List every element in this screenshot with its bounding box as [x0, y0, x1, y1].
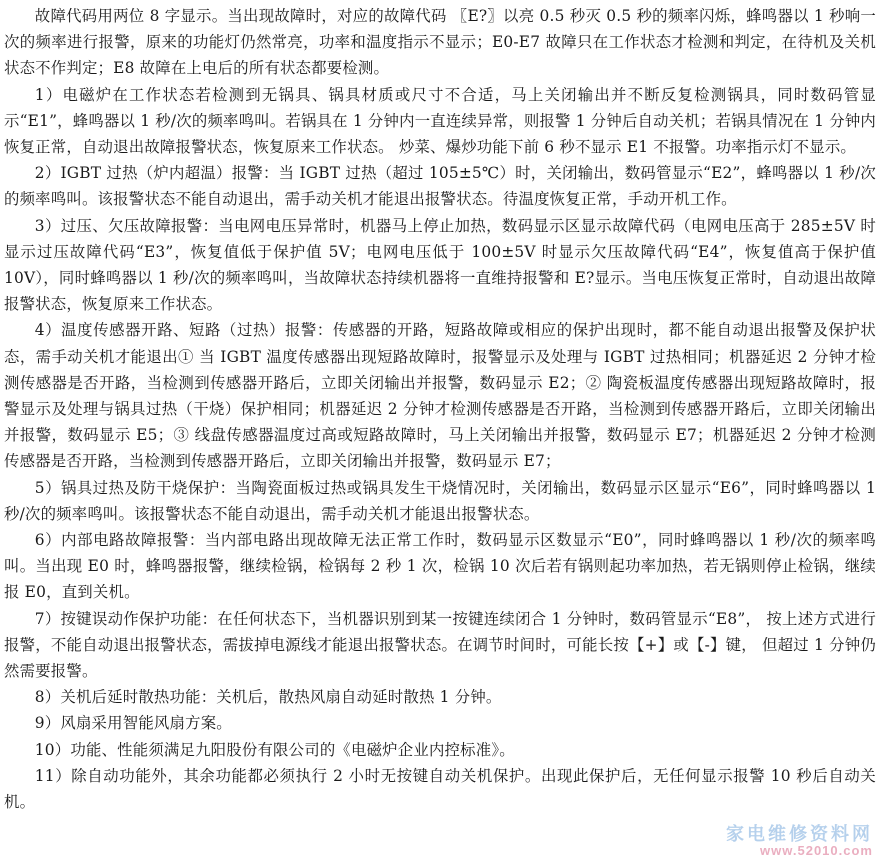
- paragraph-intro: 故障代码用两位 8 字显示。当出现故障时，对应的故障代码 〖E?〗以亮 0.5 秒灭 0.5 秒的频率闪烁，蜂鸣器以 1 秒响一次的频率进行报警，原来的功能灯仍然常亮，功率和温度指示不显示；E0-E7 故障只在工作状态才检测和判定，在待机及关机状态不作判定；E8 故障在上电后的所有状态都要检测。: [4, 7, 876, 78]
- paragraph-e1-no-pot: 1）电磁炉在工作状态若检测到无锅具、锅具材质或尺寸不合适，马上关闭输出并不断反复检测锅具，同时数码管显示“E1”，蜂鸣器以 1 秒/次的频率鸣叫。若锅具在 1 分钟内一直连续异常，则报警 1 分钟后自动关机；若锅具情况在 1 分钟内恢复正常，自动退出故障报警状态，恢复原来工作状态。 炒菜、爆炒功能下前 6 秒不显示 E1 不报警。功率指示灯不显示。: [4, 85, 877, 157]
- paragraph-fan-delay: 8）关机后延时散热功能：关机后，散热风扇自动延时散热 1 分钟。: [34, 688, 502, 707]
- paragraph-smart-fan: 9）风扇采用智能风扇方案。: [34, 714, 232, 733]
- paragraph-standard: 10）功能、性能须满足九阳股份有限公司的《电磁炉企业内控标准》。: [34, 740, 515, 759]
- paragraph-e8-key-stuck: 7）按键误动作保护功能：在任何状态下，当机器识别到某一按键连续闭合 1 分钟时，数码管显示“E8”， 按上述方式进行报警，不能自动退出报警状态，需拔掉电源线才能退出报警状态。在调节时间时，可能长按【+】或【-】键， 但超过 1 分钟仍然需要报警。: [4, 609, 876, 681]
- document-body: [4, 3, 876, 815]
- paragraph-sensor-fault: 4）温度传感器开路、短路（过热）报警：传感器的开路，短路故障或相应的保护出现时，都不能自动退出报警及保护状态，需手动关机才能退出① 当 IGBT 温度传感器出现短路故障时，报警显示及处理与 IGBT 过热相同；机器延迟 2 分钟才检测传感器是否开路，当检测到传感器开路后，立即关闭输出并报警，数码显示 E2；② 陶瓷板温度传感器出现短路故障时，报警显示及处理与锅具过热（干烧）保护相同；机器延迟 2 分钟才检测传感器是否开路，当检测到传感器开路后，立即关闭输出并报警，数码显示 E5；③ 线盘传感器温度过高或短路故障时，马上关闭输出并报警，数码显示 E7；机器延迟 2 分钟才检测传感器是否开路，当检测到传感器开路后，立即关闭输出并报警，数码显示 E7；: [4, 321, 876, 471]
- paragraph-e3-e4-voltage: 3）过压、欠压故障报警：当电网电压异常时，机器马上停止加热，数码显示区显示故障代码（电网电压高于 285±5V 时显示过压故障代码“E3”，恢复值低于保护值 5V；电网电压低于 100±5V 时显示欠压故障代码“E4”，恢复值高于保护值 10V），同时蜂鸣器以 1 秒/次的频率鸣叫，当故障状态持续机器将一直维持报警和 E?显示。当电压恢复正常时，自动退出故障报警状态，恢复原来工作状态。: [4, 216, 876, 314]
- paragraph-auto-off: 11）除自动功能外，其余功能都必须执行 2 小时无按键自动关机保护。出现此保护后，无任何显示报警 10 秒后自动关机。: [4, 766, 876, 812]
- paragraph-e0-internal: 6）内部电路故障报警：当内部电路出现故障无法正常工作时，数码显示区数显示“E0”，同时蜂鸣器以 1 秒/次的频率鸣叫。当出现 E0 时，蜂鸣器报警，继续检锅，检锅每 2 秒 1 次，检锅 10 次后若有锅则起功率加热，若无锅则停止检锅，继续报 E0，直到关机。: [4, 531, 876, 602]
- paragraph-e6-dry-burn: 5）锅具过热及防干烧保护：当陶瓷面板过热或锅具发生干烧情况时，关闭输出，数码显示区显示“E6”，同时蜂鸣器以 1 秒/次的频率鸣叫。该报警状态不能自动退出，需手动关机才能退出报警状态。: [4, 478, 876, 523]
- watermark-text: 家电维修资料网: [726, 824, 873, 844]
- paragraph-e2-igbt-overheat: 2）IGBT 过热（炉内超温）报警：当 IGBT 过热（超过 105±5℃）时，关闭输出，数码管显示“E2”，蜂鸣器以 1 秒/次的频率鸣叫。该报警状态不能自动退出，需手动关机才能退出报警状态。待温度恢复正常，手动开机工作。: [4, 164, 876, 209]
- watermark-url: www.52010.com: [760, 843, 873, 858]
- watermark: [726, 824, 873, 858]
